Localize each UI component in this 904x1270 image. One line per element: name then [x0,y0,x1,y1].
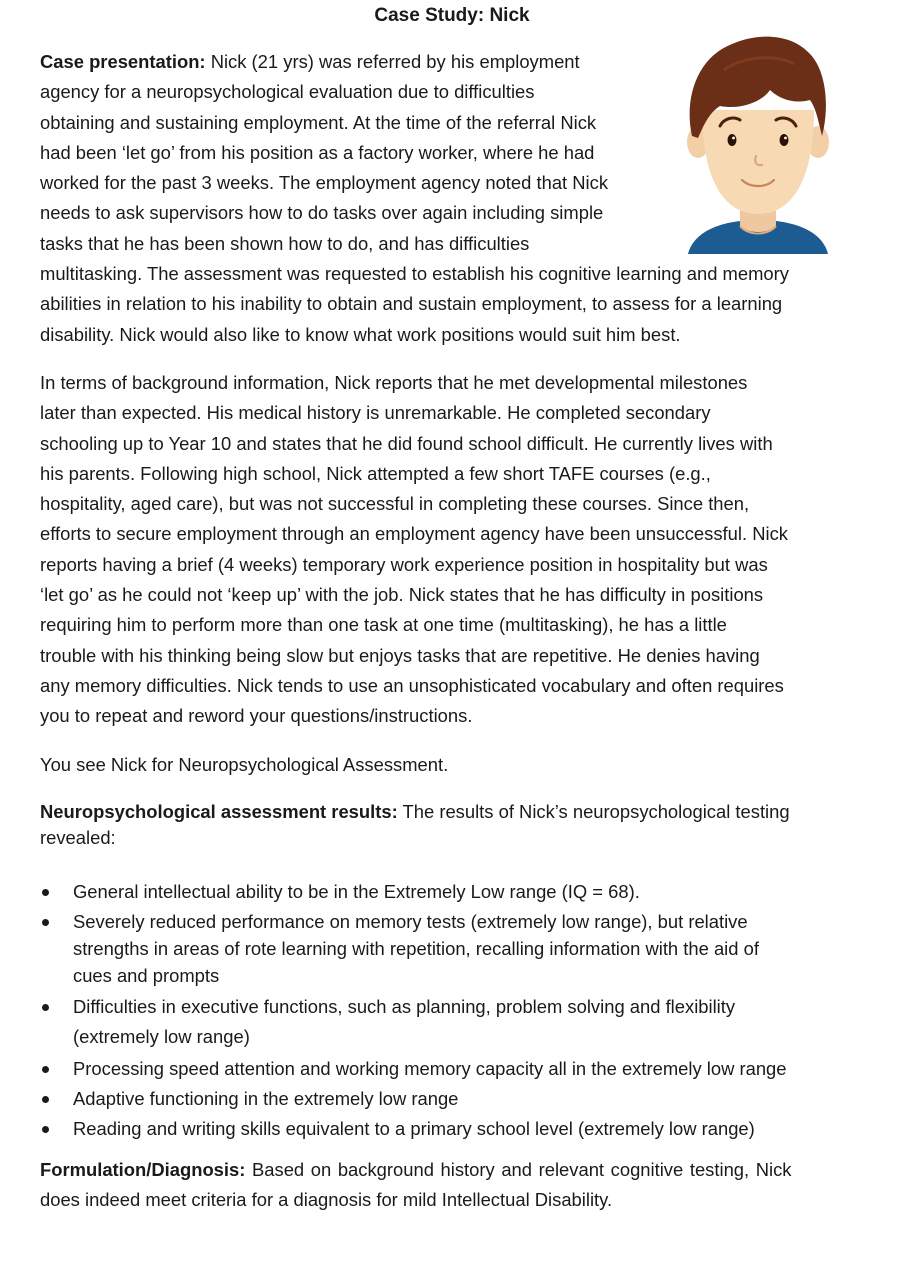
bullet-dot [42,889,49,896]
list-item: Severely reduced performance on memory tests (extremely low range), but relative strengths in areas of rote learning with repetition, recalling information with the aid of cues and prompts [40,908,860,989]
list-item: Reading and writing skills equivalent to a primary school level (extremely low range) [40,1115,860,1142]
results-label: Neuropsychological assessment results: [40,801,398,822]
list-item: Difficulties in executive functions, such as planning, problem solving and flexibility (extremely low range) [40,992,860,1052]
bullet-dot [42,1096,49,1103]
bullet-dot [42,1126,49,1133]
list-item: General intellectual ability to be in the Extremely Low range (IQ = 68). [40,878,860,905]
results-bullet-list [40,878,860,1145]
visit-paragraph: You see Nick for Neuropsychological Assessment. [40,754,449,775]
case-presentation-label: Case presentation: [40,51,206,72]
case-presentation-paragraph: Case presentation: Nick (21 yrs) was referred by his employment agency for a neuropsychological evaluation due to difficulties obtaining and sustaining employment. At the time of the referral Nick had been ‘let go’ from his position as a factory worker, where he had worked for the past 3 weeks. The employment agency noted that Nick needs to ask supervisors how to do tasks over again including simple tasks that he has been shown how to do, and has difficulties multitasking. The assessment was requested to establish his cognitive learning and memory abilities in relation to his inability to obtain and sustain employment, to assess for a learning disability. Nick would also like to know what work positions would suit him best. [40,51,789,345]
background-paragraph: In terms of background information, Nick reports that he met developmental milestones later than expected. His medical history is unremarkable. He completed secondary schooling up to Year 10 and states that he did found school difficult. He currently lives with his parents. Following high school, Nick attempted a few short TAFE courses (e.g., hospitality, aged care), but was not successful in completing these courses. Since then, efforts to secure employment through an employment agency have been unsuccessful. Nick reports having a brief (4 weeks) temporary work experience position in hospitality but was ‘let go’ as he could not ‘keep up’ with the job. Nick states that he has difficulty in positions requiring him to perform more than one task at one time (multitasking), he has a little trouble with his thinking being slow but enjoys tasks that are repetitive. He denies having any memory difficulties. Nick tends to use an unsophisticated vocabulary and often requires you to repeat and reword your questions/instructions. [40,372,788,727]
bullet-dot [42,1004,49,1011]
bullet-dot [42,1066,49,1073]
bullet-dot [42,919,49,926]
diagnosis-label: Formulation/Diagnosis: [40,1159,246,1180]
diagnosis-paragraph: Formulation/Diagnosis: Based on background history and relevant cognitive testing, Nick does indeed meet criteria for a diagnosis for mild Intellectual Disability. [40,1159,792,1211]
page-title: Case Study: Nick [374,5,530,26]
list-item: Processing speed attention and working memory capacity all in the extremely low range [40,1055,860,1082]
results-paragraph: Neuropsychological assessment results: The results of Nick’s neuropsychological testing revealed: [40,801,790,848]
list-item: Adaptive functioning in the extremely low range [40,1085,860,1112]
